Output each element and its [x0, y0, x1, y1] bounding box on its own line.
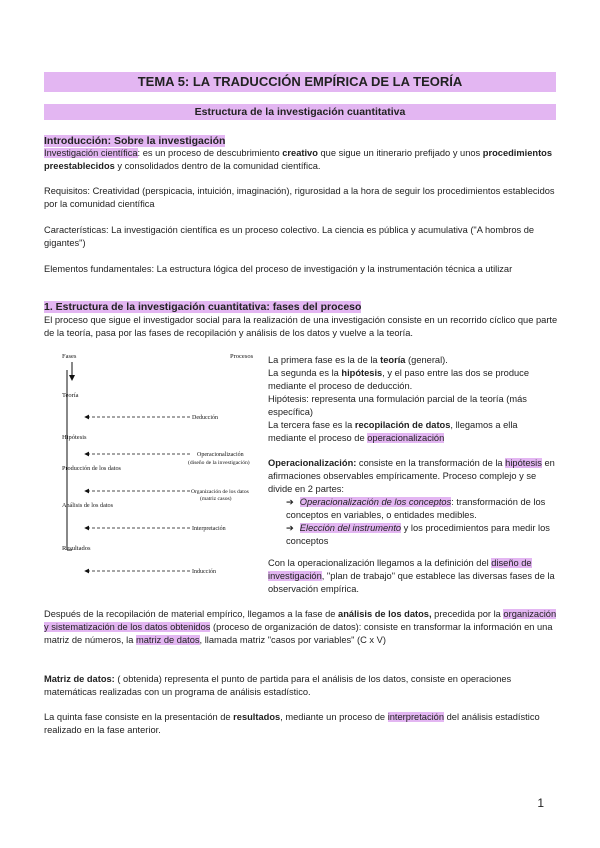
- intro-paragraph: Investigación científica: es un proceso de descubrimiento creativo que sigue un itinerario prefijado y unos procedimientos preestablecidos y consolidados dentro de la comunidad científica.: [44, 148, 553, 171]
- matriz-paragraph: Matriz de datos: ( obtenida) representa el punto de partida para el análisis de los datos, consiste en operaciones matemáticas realizadas con un programa de análisis estadístico.: [44, 674, 512, 697]
- page-subtitle: Estructura de la investigación cuantitativa: [44, 104, 556, 120]
- diseno-text: Con la operacionalización llegamos a la definición del diseño de investigación, "plan de trabajo" que establece las diversas fases de la observación empírica.: [268, 558, 555, 594]
- intro-heading: Introducción: Sobre la investigación: [44, 135, 226, 147]
- diagram-resultados: Resultados: [62, 545, 91, 552]
- section1-intro: El proceso que sigue el investigador social para la realización de una investigación consiste en un recorrido cíclico que parte de la teoría, pasa por las fases de recopilación y análisis de los datos y vuelve a la teoría.: [44, 315, 558, 338]
- diagram-deduccion: Deducción: [192, 415, 218, 421]
- fase3-text: La tercera fase es la recopilación de datos, llegamos a ella mediante el proceso de operacionalización: [268, 420, 518, 443]
- diagram-interpretacion: Interpretación: [192, 526, 226, 532]
- diagram-operacionalizacion-sub: (diseño de la investigación): [188, 460, 250, 466]
- fase1-text: La primera fase es la de la teoría (general).: [268, 355, 448, 365]
- diagram-organizacion-sub: (matriz casos): [200, 496, 232, 502]
- diagram-analisis: Análisis de los datos: [62, 502, 114, 509]
- requisitos-paragraph: Requisitos: Creatividad (perspicacia, intuición, imaginación), rigurosidad a la hora de seguir los procedimientos establecidos por la comunidad científica: [44, 186, 555, 209]
- diagram-col-fases: Fases: [62, 353, 77, 360]
- diagram-organizacion: Organización de los datos: [191, 489, 249, 495]
- resultados-paragraph: La quinta fase consiste en la presentación de resultados, mediante un proceso de interpretación del análisis estadístico realizado en la fase anterior.: [44, 712, 540, 735]
- elementos-paragraph: Elementos fundamentales: La estructura lógica del proceso de investigación y la instrumentación técnica a utilizar: [44, 264, 513, 274]
- diagram-col-procesos: Procesos: [230, 353, 254, 360]
- page-title: TEMA 5: LA TRADUCCIÓN EMPÍRICA DE LA TEORÍA: [44, 72, 556, 92]
- operacionalizacion-def: Operacionalización: consiste en la transformación de la hipótesis en afirmaciones observables empíricamente. Proceso complejo y se divide en 2 partes:: [268, 458, 555, 494]
- diagram-hipotesis: Hipótesis: [62, 434, 87, 441]
- diagram-operacionalizacion: Operacionalización: [197, 452, 244, 458]
- fase2-text: La segunda es la hipótesis, y el paso entre las dos se produce mediante el proceso de deducción.: [268, 368, 529, 391]
- phases-diagram: [60, 350, 260, 595]
- diagram-produccion: Producción de los datos: [62, 465, 121, 472]
- diagram-teoria: Teoría: [62, 392, 79, 399]
- caracteristicas-paragraph: Características: La investigación científica es un proceso colectivo. La ciencia es pública y acumulativa ("A hombros de gigantes"): [44, 225, 535, 248]
- analisis-paragraph: Después de la recopilación de material empírico, llegamos a la fase de análisis de los datos, precedida por la organización y sistematización de los datos obtenidos (proceso de organización de datos): consiste en transformar la información en una matriz de números, la matriz de datos, llamada matriz "casos por variables" (C x V): [44, 609, 557, 645]
- operacionalizacion-list-item-2: ➔ Elección del instrumento y los procedimientos para medir los conceptos: [268, 522, 558, 548]
- hipotesis-def: Hipótesis: representa una formulación parcial de la teoría (más específica): [268, 394, 527, 417]
- page-number: 1: [537, 796, 544, 810]
- operacionalizacion-list-item-1: ➔ Operacionalización de los conceptos: transformación de los conceptos en variables, o entidades medibles.: [268, 496, 558, 522]
- section1-heading: 1. Estructura de la investigación cuantitativa: fases del proceso: [44, 301, 362, 313]
- diagram-induccion: Inducción: [192, 569, 216, 575]
